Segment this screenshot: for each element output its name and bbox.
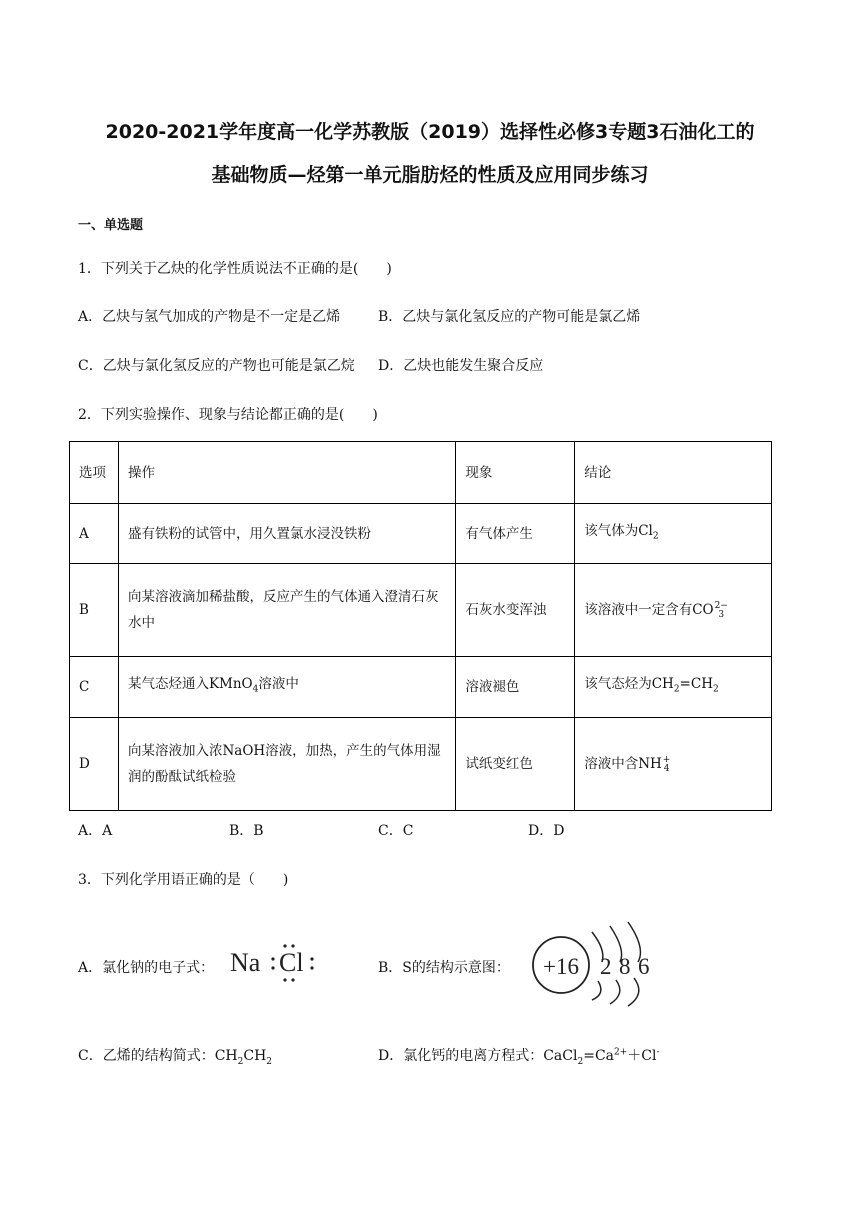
- header-cell: 操作: [118, 442, 455, 504]
- q3-option-c: [78, 1045, 272, 1067]
- option-text: C．乙烯的结构简式：CH: [78, 1048, 238, 1064]
- option-text: CH: [243, 1048, 267, 1064]
- ion-charge: [663, 756, 671, 774]
- shell-electrons: 8: [619, 954, 631, 979]
- q2-choice-d: D．D: [528, 823, 565, 839]
- operation-text: 溶液中: [258, 676, 299, 693]
- q1-stem: 1．下列关于乙炔的化学性质说法不正确的是( ): [78, 261, 392, 277]
- phenomenon-cell: 石灰水变浑浊: [456, 564, 575, 657]
- phenomenon-cell: 有气体产生: [456, 504, 575, 564]
- operation-cell: [118, 657, 455, 718]
- title-line-1: 2020-2021学年度高一化学苏教版（2019）选择性必修3专题3石油化工的: [105, 121, 755, 143]
- q1-option-d: D．乙炔也能发生聚合反应: [378, 358, 544, 374]
- conclusion-text: =CH: [679, 676, 713, 693]
- section-heading: 一、单选题: [78, 218, 144, 233]
- operation-text: 某气态烃通入KMnO: [127, 676, 253, 693]
- q1-option-b: B．乙炔与氯化氢反应的产物可能是氯乙烯: [378, 309, 641, 325]
- conclusion-text: 该气体为Cl: [584, 522, 653, 539]
- chlorine-symbol: Cl: [279, 948, 304, 977]
- operation-cell: 向某溶液加入浓NaOH溶液，加热，产生的气体用湿润的酚酞试纸检验: [118, 718, 455, 811]
- option-cell: C: [70, 657, 119, 718]
- subscript: 2: [577, 1056, 584, 1067]
- conclusion-cell: [575, 504, 772, 564]
- option-text: D．氯化钙的电离方程式：CaCl: [378, 1048, 578, 1064]
- option-text: =Ca: [583, 1048, 615, 1064]
- q3-option-a: A．氯化钠的电子式：: [78, 960, 215, 976]
- q2-choice-b: B．B: [229, 823, 264, 839]
- table-row: [70, 657, 772, 718]
- subscript: 4: [252, 684, 259, 695]
- subscript: 2: [652, 531, 659, 542]
- q1-option-a: A．乙炔与氢气加成的产物是不一定是乙烯: [78, 309, 341, 325]
- experiment-table: [69, 441, 772, 811]
- phenomenon-cell: 试纸变红色: [456, 718, 575, 811]
- table-header-row: [70, 442, 772, 504]
- header-cell: 结论: [575, 442, 772, 504]
- table-row: [70, 564, 772, 657]
- ion-charge-top: 2−: [714, 600, 728, 611]
- superscript: -: [656, 1047, 660, 1058]
- subscript: 2: [673, 684, 680, 695]
- subscript: 2: [266, 1056, 273, 1067]
- shell-electrons: 6: [638, 954, 650, 979]
- ion-charge-bottom: 3: [718, 609, 725, 620]
- subscript: 2: [237, 1056, 244, 1067]
- subscript: 2: [712, 684, 719, 695]
- q3-option-d: [378, 1045, 660, 1067]
- table-row: [70, 504, 772, 564]
- sodium-symbol: Na: [230, 948, 261, 977]
- conclusion-text: 溶液中含NH: [584, 756, 662, 772]
- conclusion-text: 该溶液中一定含有CO: [584, 602, 714, 618]
- operation-cell: 向某溶液滴加稀盐酸，反应产生的气体通入澄清石灰水中: [118, 564, 455, 657]
- q2-choice-a: A．A: [78, 823, 113, 839]
- q2-stem: 2．下列实验操作、现象与结论都正确的是( ): [78, 407, 378, 423]
- option-cell: B: [70, 564, 119, 657]
- option-text: ＋Cl: [627, 1048, 657, 1064]
- option-cell: D: [70, 718, 119, 811]
- conclusion-cell: [575, 564, 772, 657]
- q1-option-c: C．乙炔与氯化氢反应的产物也可能是氯乙烷: [78, 358, 355, 374]
- phenomenon-cell: 溶液褪色: [456, 657, 575, 718]
- header-cell: 选项: [70, 442, 119, 504]
- header-cell: 现象: [456, 442, 575, 504]
- q3-option-b: B．S的结构示意图：: [378, 960, 510, 976]
- nacl-electron-formula: [226, 938, 318, 986]
- conclusion-cell: [575, 718, 772, 811]
- title-line-2: 基础物质—烃第一单元脂肪烃的性质及应用同步练习: [211, 164, 649, 186]
- ion-charge-top: +: [662, 754, 671, 765]
- operation-cell: 盛有铁粉的试管中，用久置氯水浸没铁粉: [118, 504, 455, 564]
- conclusion-text: 该气态烃为CH: [584, 676, 674, 693]
- table-row: [70, 718, 772, 811]
- superscript: 2+: [614, 1047, 628, 1058]
- ion-charge-bottom: 4: [663, 763, 670, 774]
- conclusion-cell: [575, 657, 772, 718]
- q2-choice-c: C．C: [378, 823, 414, 839]
- sulfur-structure-diagram: [530, 918, 665, 1008]
- ion-charge: [715, 602, 728, 620]
- option-cell: A: [70, 504, 119, 564]
- nucleus-charge: +16: [543, 954, 579, 979]
- q3-stem: 3．下列化学用语正确的是（ ): [78, 872, 289, 888]
- shell-electrons: 2: [600, 954, 612, 979]
